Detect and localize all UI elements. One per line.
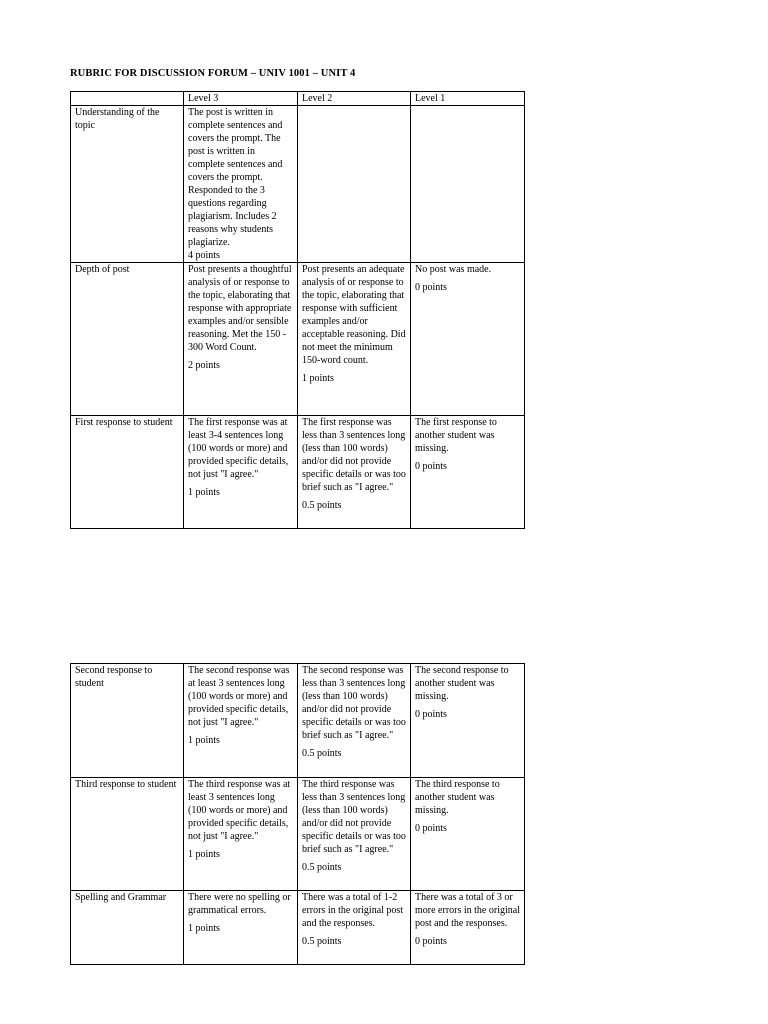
level-3-cell [184, 778, 298, 891]
level-3-cell [184, 416, 298, 529]
level-1-cell [411, 106, 525, 263]
table-row [71, 263, 525, 416]
table-row [71, 106, 525, 263]
level-1-cell [411, 891, 525, 965]
level-2-description: The third response was less than 3 sentences long (less than 100 words) and/or did not provide specific details or was too brief such as "I agree." [302, 779, 406, 855]
level-3-description: Post presents a thoughtful analysis of or response to the topic, elaborating that response with appropriate examples and/or sensible reasoning. Met the 150 - 300 Word Count. [188, 264, 292, 353]
header-level-3: Level 3 [184, 92, 298, 106]
level-1-points: 0 points [415, 709, 447, 720]
rubric-table-part-1 [70, 91, 525, 529]
level-2-description: The second response was less than 3 sentences long (less than 100 words) and/or did not provide specific details or was too brief such as "I agree." [302, 665, 406, 741]
header-criterion-cell [71, 92, 184, 106]
level-3-points: 1 points [188, 923, 220, 934]
level-3-points: 2 points [188, 360, 220, 371]
table-row [71, 778, 525, 891]
level-2-description: The first response was less than 3 sentences long (less than 100 words) and/or did not provide specific details or was too brief such as "I agree." [302, 417, 406, 493]
level-2-description: There was a total of 1-2 errors in the original post and the responses. [302, 892, 404, 929]
criterion-cell: Depth of post [71, 263, 184, 416]
level-1-description: No post was made. [415, 264, 492, 275]
level-3-points: 1 points [188, 849, 220, 860]
table-row [71, 664, 525, 778]
criterion-cell: Second response to student [71, 664, 184, 778]
level-3-description: The second response was at least 3 sentences long (100 words or more) and provided specific details, not just "I agree." [188, 665, 290, 728]
level-2-points: 1 points [302, 373, 334, 384]
criterion-cell: Third response to student [71, 778, 184, 891]
level-1-description: The second response to another student was missing. [415, 665, 509, 702]
level-1-description: There was a total of 3 or more errors in the original post and the responses. [415, 892, 520, 929]
document-title: RUBRIC FOR DISCUSSION FORUM – UNIV 1001 – UNIT 4 [70, 68, 356, 79]
level-1-description: The first response to another student was missing. [415, 417, 497, 454]
level-2-points: 0.5 points [302, 936, 342, 947]
level-1-cell [411, 416, 525, 529]
level-3-cell [184, 664, 298, 778]
table-row [71, 891, 525, 965]
level-2-cell [298, 416, 411, 529]
level-3-points: 1 points [188, 735, 220, 746]
rubric-table-part-2 [70, 663, 525, 965]
header-row [71, 92, 525, 106]
level-1-points: 0 points [415, 461, 447, 472]
level-3-points: 4 points [188, 250, 220, 261]
criterion-cell: First response to student [71, 416, 184, 529]
level-2-points: 0.5 points [302, 748, 342, 759]
level-1-cell [411, 263, 525, 416]
level-1-points: 0 points [415, 282, 447, 293]
level-2-cell [298, 778, 411, 891]
level-3-points: 1 points [188, 487, 220, 498]
level-3-cell [184, 106, 298, 263]
header-level-1: Level 1 [411, 92, 525, 106]
level-2-points: 0.5 points [302, 862, 342, 873]
level-2-cell [298, 891, 411, 965]
level-3-cell [184, 263, 298, 416]
level-1-points: 0 points [415, 823, 447, 834]
level-2-cell [298, 664, 411, 778]
level-1-cell [411, 664, 525, 778]
criterion-cell: Understanding of the topic [71, 106, 184, 263]
level-2-points: 0.5 points [302, 500, 342, 511]
level-1-cell [411, 778, 525, 891]
level-2-description: Post presents an adequate analysis of or response to the topic, elaborating that response with sufficient examples and/or acceptable reasoning. Did not meet the minimum 150-word count. [302, 264, 406, 366]
criterion-cell: Spelling and Grammar [71, 891, 184, 965]
level-2-cell [298, 106, 411, 263]
level-2-cell [298, 263, 411, 416]
table-row [71, 416, 525, 529]
level-3-description: The third response was at least 3 sentences long (100 words or more) and provided specific details, not just "I agree." [188, 779, 291, 842]
level-1-description: The third response to another student was missing. [415, 779, 500, 816]
level-3-description: The post is written in complete sentences and covers the prompt. The post is written in complete sentences and covers the prompt. Responded to the 3 questions regarding plagiarism. Includes 2 reasons why students plagiarize. [188, 107, 283, 248]
level-1-points: 0 points [415, 936, 447, 947]
level-3-description: The first response was at least 3-4 sentences long (100 words or more) and provided specific details, not just "I agree." [188, 417, 289, 480]
header-level-2: Level 2 [298, 92, 411, 106]
level-3-cell [184, 891, 298, 965]
level-3-description: There were no spelling or grammatical errors. [188, 892, 291, 916]
